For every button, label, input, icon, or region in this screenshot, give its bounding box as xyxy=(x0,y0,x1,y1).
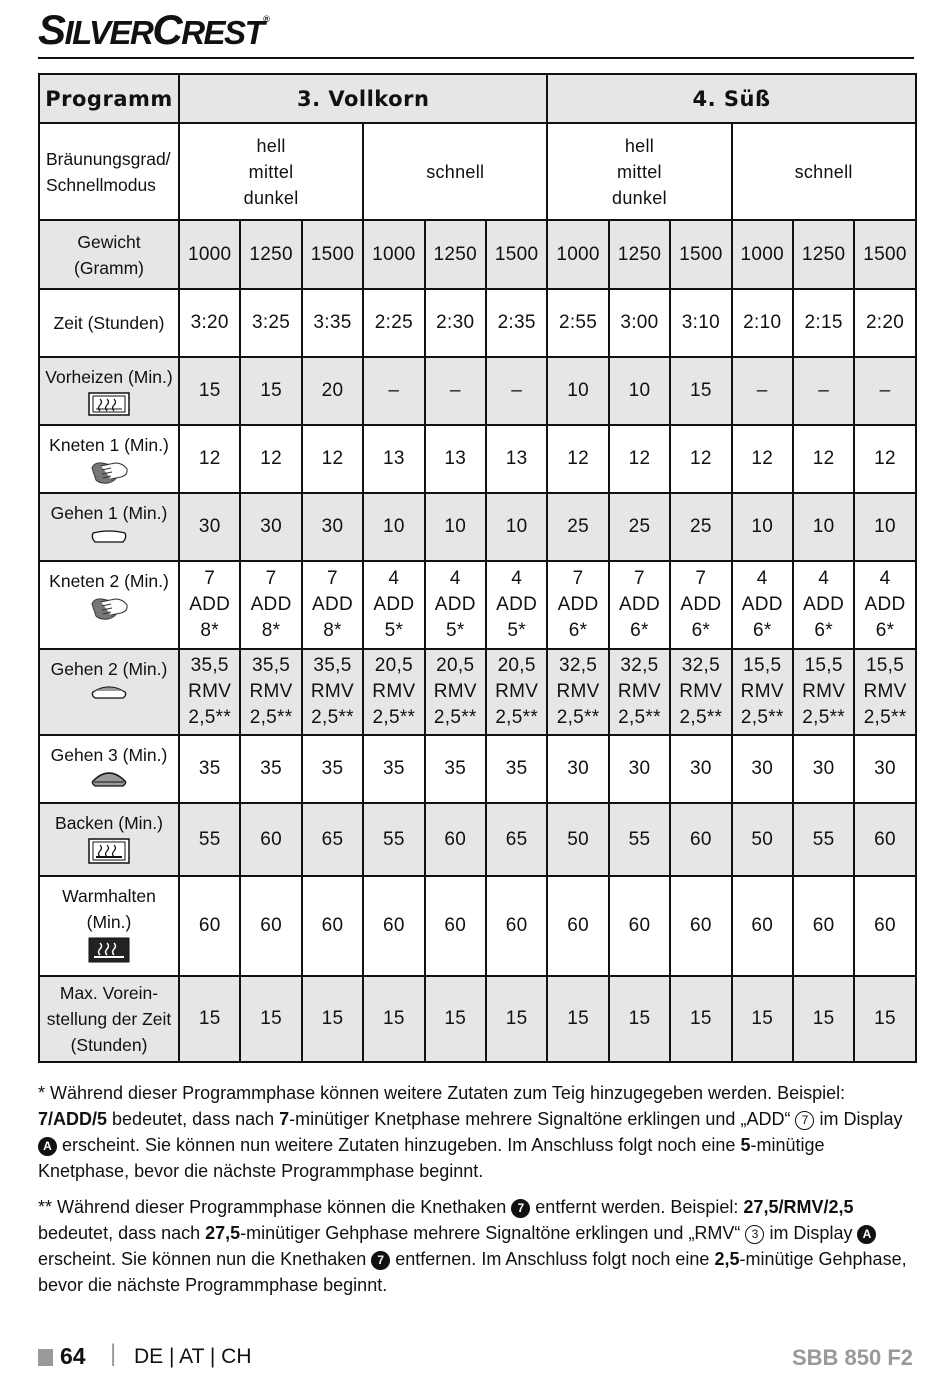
table-row xyxy=(39,735,916,803)
page-number: 64 xyxy=(60,1343,86,1369)
footnote-text: -minütige Gehphase, bevor die nächste Programmphase beginnt. xyxy=(38,1249,907,1295)
value-cell: 12 xyxy=(179,425,240,493)
value-cell: 20,5 RMV 2,5** xyxy=(486,649,547,735)
value-cell: 12 xyxy=(793,425,854,493)
callout-ring-icon: 3 xyxy=(745,1225,764,1244)
value-cell: 60 xyxy=(240,803,301,876)
value-cell: 1500 xyxy=(854,220,915,289)
footnote-rmv xyxy=(38,1194,914,1298)
row-label-cell xyxy=(39,649,179,735)
kneading-hand-icon xyxy=(40,596,178,622)
footnote-text: im Display xyxy=(764,1223,858,1243)
row-label: Warmhalten (Min.) xyxy=(62,886,156,932)
value-cell: 30 xyxy=(302,493,363,561)
value-cell: 1250 xyxy=(609,220,670,289)
value-cell: 3:35 xyxy=(302,289,363,357)
value-cell: 15,5 RMV 2,5** xyxy=(732,649,793,735)
value-cell: 15 xyxy=(547,976,608,1062)
value-cell: 60 xyxy=(732,876,793,976)
value-cell: 60 xyxy=(547,876,608,976)
value-cell: 60 xyxy=(670,876,731,976)
footer-model: SBB 850 F2 xyxy=(791,1345,913,1370)
value-cell: – xyxy=(732,357,793,425)
value-cell: 7 ADD 6* xyxy=(670,561,731,649)
value-cell: 35,5 RMV 2,5** xyxy=(240,649,301,735)
row-label: Gewicht (Gramm) xyxy=(74,231,144,278)
value-cell: – xyxy=(425,357,486,425)
value-cell: 20,5 RMV 2,5** xyxy=(363,649,424,735)
row-label-cell xyxy=(39,561,179,649)
value-cell: 4 ADD 5* xyxy=(425,561,486,649)
value-cell: 20,5 RMV 2,5** xyxy=(425,649,486,735)
value-cell: 60 xyxy=(363,876,424,976)
callout-filled-icon: A xyxy=(38,1137,57,1156)
table-row xyxy=(39,649,916,735)
value-cell: 30 xyxy=(609,735,670,803)
footnote-text: entfernt werden. Beispiel: xyxy=(530,1197,744,1217)
value-cell: 15 xyxy=(240,976,301,1062)
value-cell: 4 ADD 5* xyxy=(486,561,547,649)
row-label-cell xyxy=(39,735,179,803)
value-cell: 35,5 RMV 2,5** xyxy=(302,649,363,735)
value-cell: 15 xyxy=(732,976,793,1062)
value-cell: 2:55 xyxy=(547,289,608,357)
footnote-text: 27,5 xyxy=(205,1223,241,1243)
value-cell: 60 xyxy=(179,876,240,976)
row-label: Vorheizen (Min.) xyxy=(45,367,173,387)
value-cell: 2:15 xyxy=(793,289,854,357)
value-cell: 35 xyxy=(425,735,486,803)
table-row xyxy=(39,220,916,289)
value-cell: 12 xyxy=(732,425,793,493)
value-cell: 13 xyxy=(363,425,424,493)
value-cell: 50 xyxy=(732,803,793,876)
value-cell: 10 xyxy=(793,493,854,561)
value-cell: 15 xyxy=(793,976,854,1062)
value-cell: 12 xyxy=(302,425,363,493)
value-cell: 10 xyxy=(363,493,424,561)
table-row xyxy=(39,876,916,976)
footnote-text: erscheint. Sie können nun weitere Zutaten hinzugeben. Im Anschluss folgt noch eine xyxy=(57,1135,741,1155)
value-cell: 15 xyxy=(179,357,240,425)
value-cell: 30 xyxy=(793,735,854,803)
value-cell: 1000 xyxy=(547,220,608,289)
silvercrest-logo: SILVERCREST® xyxy=(38,6,269,53)
value-cell: 15 xyxy=(425,976,486,1062)
row-label-cell xyxy=(39,976,179,1062)
value-cell: 3:25 xyxy=(240,289,301,357)
footnote-text: im Display xyxy=(814,1109,903,1129)
value-cell: 60 xyxy=(854,876,915,976)
callout-filled-icon: 7 xyxy=(371,1251,390,1270)
value-cell: – xyxy=(363,357,424,425)
callout-filled-icon: 7 xyxy=(511,1199,530,1218)
row-label: Gehen 3 (Min.) xyxy=(50,745,168,765)
value-cell: 3:20 xyxy=(179,289,240,357)
value-cell: 50 xyxy=(547,803,608,876)
oven-heat-icon xyxy=(40,392,178,416)
table-row xyxy=(39,561,916,649)
value-cell: 1250 xyxy=(240,220,301,289)
footnote-text: -minütiger Gehphase mehrere Signaltöne erklingen und „RMV“ xyxy=(240,1223,746,1243)
value-cell: 2:20 xyxy=(854,289,915,357)
value-cell: 32,5 RMV 2,5** xyxy=(670,649,731,735)
value-cell: 2:30 xyxy=(425,289,486,357)
table-row xyxy=(39,289,916,357)
value-cell: 55 xyxy=(793,803,854,876)
row-label: Kneten 2 (Min.) xyxy=(49,571,169,591)
row-label-cell xyxy=(39,425,179,493)
footnote-text: 5 xyxy=(740,1135,751,1155)
value-cell: 30 xyxy=(240,493,301,561)
footnote-text: 2,5 xyxy=(714,1249,740,1269)
value-cell: 10 xyxy=(854,493,915,561)
callout-ring-icon: 7 xyxy=(795,1111,814,1130)
mode-cell: schnell xyxy=(363,123,547,220)
value-cell: 4 ADD 5* xyxy=(363,561,424,649)
table-row xyxy=(39,493,916,561)
value-cell: 13 xyxy=(425,425,486,493)
value-cell: 35 xyxy=(363,735,424,803)
footnote-text: -minütige Knetphase, bevor die nächste Programmphase beginnt. xyxy=(38,1135,825,1181)
value-cell: 15,5 RMV 2,5** xyxy=(793,649,854,735)
value-cell: 60 xyxy=(425,876,486,976)
value-cell: 1250 xyxy=(793,220,854,289)
value-cell: 35 xyxy=(302,735,363,803)
value-cell: 10 xyxy=(547,357,608,425)
footnote-text: 7/ADD/5 xyxy=(38,1109,108,1129)
value-cell: – xyxy=(793,357,854,425)
table-row xyxy=(39,976,916,1062)
mode-row xyxy=(39,123,916,220)
value-cell: 55 xyxy=(609,803,670,876)
value-cell: 60 xyxy=(793,876,854,976)
value-cell: 12 xyxy=(670,425,731,493)
value-cell: 1500 xyxy=(670,220,731,289)
value-cell: 4 ADD 6* xyxy=(732,561,793,649)
value-cell: 32,5 RMV 2,5** xyxy=(609,649,670,735)
value-cell: 10 xyxy=(609,357,670,425)
table-row xyxy=(39,803,916,876)
program-table xyxy=(38,73,917,1063)
value-cell: 30 xyxy=(670,735,731,803)
mode-cell: hell mittel dunkel xyxy=(179,123,363,220)
value-cell: 2:25 xyxy=(363,289,424,357)
row-label-cell xyxy=(39,803,179,876)
value-cell: 60 xyxy=(854,803,915,876)
value-cell: 30 xyxy=(179,493,240,561)
value-cell: 4 ADD 6* xyxy=(854,561,915,649)
row-label-cell xyxy=(39,493,179,561)
value-cell: 35 xyxy=(240,735,301,803)
row-label-cell xyxy=(39,357,179,425)
row-label-cell xyxy=(39,289,179,357)
value-cell: 12 xyxy=(609,425,670,493)
value-cell: 7 ADD 8* xyxy=(240,561,301,649)
footnote-text: 27,5/RMV/2,5 xyxy=(743,1197,854,1217)
footer-countries: DE | AT | CH xyxy=(134,1345,252,1368)
value-cell: – xyxy=(486,357,547,425)
value-cell: 12 xyxy=(240,425,301,493)
value-cell: 35 xyxy=(486,735,547,803)
row-label: Max. Vorein- stellung der Zeit (Stunden) xyxy=(46,983,172,1055)
value-cell: 30 xyxy=(732,735,793,803)
value-cell: 55 xyxy=(179,803,240,876)
callout-filled-icon: A xyxy=(857,1225,876,1244)
mode-cell: schnell xyxy=(732,123,916,220)
value-cell: 15 xyxy=(363,976,424,1062)
footnote-text: -minütiger Knetphase mehrere Signaltöne erklingen und „ADD“ xyxy=(289,1109,796,1129)
program-vollkorn: 3. Vollkorn xyxy=(179,74,547,123)
braeunung-label: Bräunungsgrad/ Schnellmodus xyxy=(39,123,179,220)
value-cell: 1000 xyxy=(179,220,240,289)
value-cell: 30 xyxy=(854,735,915,803)
value-cell: 55 xyxy=(363,803,424,876)
value-cell: 7 ADD 8* xyxy=(302,561,363,649)
value-cell: 10 xyxy=(732,493,793,561)
value-cell: 4 ADD 6* xyxy=(793,561,854,649)
value-cell: 15 xyxy=(854,976,915,1062)
value-cell: 15 xyxy=(240,357,301,425)
value-cell: 1250 xyxy=(425,220,486,289)
footnote-text: bedeutet, dass nach xyxy=(38,1223,206,1243)
mode-cell: hell mittel dunkel xyxy=(547,123,731,220)
value-cell: 60 xyxy=(486,876,547,976)
value-cell: 7 ADD 6* xyxy=(547,561,608,649)
table-row xyxy=(39,425,916,493)
footnote-text: * Während dieser Programmphase können weitere Zutaten zum Teig hinzugegeben werden. Beispiel: xyxy=(38,1083,846,1103)
footnote-text: erscheint. Sie können nun die Knethaken xyxy=(38,1249,372,1269)
footnote-add xyxy=(38,1080,914,1184)
value-cell: 1000 xyxy=(363,220,424,289)
value-cell: 3:10 xyxy=(670,289,731,357)
value-cell: 15 xyxy=(486,976,547,1062)
value-cell: 2:10 xyxy=(732,289,793,357)
value-cell: 12 xyxy=(547,425,608,493)
value-cell: 13 xyxy=(486,425,547,493)
value-cell: 20 xyxy=(302,357,363,425)
value-cell: 65 xyxy=(486,803,547,876)
kneading-hand-icon xyxy=(40,460,178,486)
oven-bake-icon xyxy=(40,838,178,864)
value-cell: 60 xyxy=(240,876,301,976)
keep-warm-icon xyxy=(40,937,178,963)
value-cell: 25 xyxy=(547,493,608,561)
programm-label: Programm xyxy=(39,74,179,123)
value-cell: 1500 xyxy=(302,220,363,289)
value-cell: 15 xyxy=(670,357,731,425)
value-cell: 60 xyxy=(425,803,486,876)
value-cell: 1500 xyxy=(486,220,547,289)
footnote-text: ** Während dieser Programmphase können die Knethaken xyxy=(38,1197,512,1217)
row-label: Gehen 1 (Min.) xyxy=(50,503,168,523)
value-cell: 25 xyxy=(609,493,670,561)
footnote-text: bedeutet, dass nach xyxy=(107,1109,280,1129)
value-cell: 2:35 xyxy=(486,289,547,357)
value-cell: 10 xyxy=(425,493,486,561)
value-cell: 7 ADD 8* xyxy=(179,561,240,649)
value-cell: 65 xyxy=(302,803,363,876)
value-cell: 60 xyxy=(302,876,363,976)
header-rule xyxy=(38,57,914,59)
value-cell: 12 xyxy=(854,425,915,493)
table-row xyxy=(39,357,916,425)
value-cell: 35 xyxy=(179,735,240,803)
row-label: Gehen 2 (Min.) xyxy=(50,659,168,679)
value-cell: 25 xyxy=(670,493,731,561)
value-cell: 15 xyxy=(670,976,731,1062)
row-label: Backen (Min.) xyxy=(55,813,163,833)
value-cell: 30 xyxy=(547,735,608,803)
value-cell: 35,5 RMV 2,5** xyxy=(179,649,240,735)
value-cell: 15,5 RMV 2,5** xyxy=(854,649,915,735)
value-cell: 32,5 RMV 2,5** xyxy=(547,649,608,735)
dough-rise-1-icon xyxy=(40,528,178,544)
row-label: Zeit (Stunden) xyxy=(53,313,165,333)
value-cell: 15 xyxy=(302,976,363,1062)
value-cell: 60 xyxy=(670,803,731,876)
program-header-row xyxy=(39,74,916,123)
row-label-cell xyxy=(39,220,179,289)
value-cell: 15 xyxy=(179,976,240,1062)
value-cell: 3:00 xyxy=(609,289,670,357)
footer-divider: | xyxy=(110,1340,117,1367)
dough-rise-2-icon xyxy=(40,684,178,700)
value-cell: 60 xyxy=(609,876,670,976)
value-cell: – xyxy=(854,357,915,425)
row-label: Kneten 1 (Min.) xyxy=(49,435,169,455)
value-cell: 15 xyxy=(609,976,670,1062)
dough-rise-3-icon xyxy=(40,770,178,788)
row-label-cell xyxy=(39,876,179,976)
footnote-text: 7 xyxy=(279,1109,290,1129)
value-cell: 10 xyxy=(486,493,547,561)
footnote-text: entfernen. Im Anschluss folgt noch eine xyxy=(390,1249,715,1269)
value-cell: 1000 xyxy=(732,220,793,289)
value-cell: 7 ADD 6* xyxy=(609,561,670,649)
program-suess: 4. Süß xyxy=(547,74,915,123)
page-marker xyxy=(38,1349,53,1366)
